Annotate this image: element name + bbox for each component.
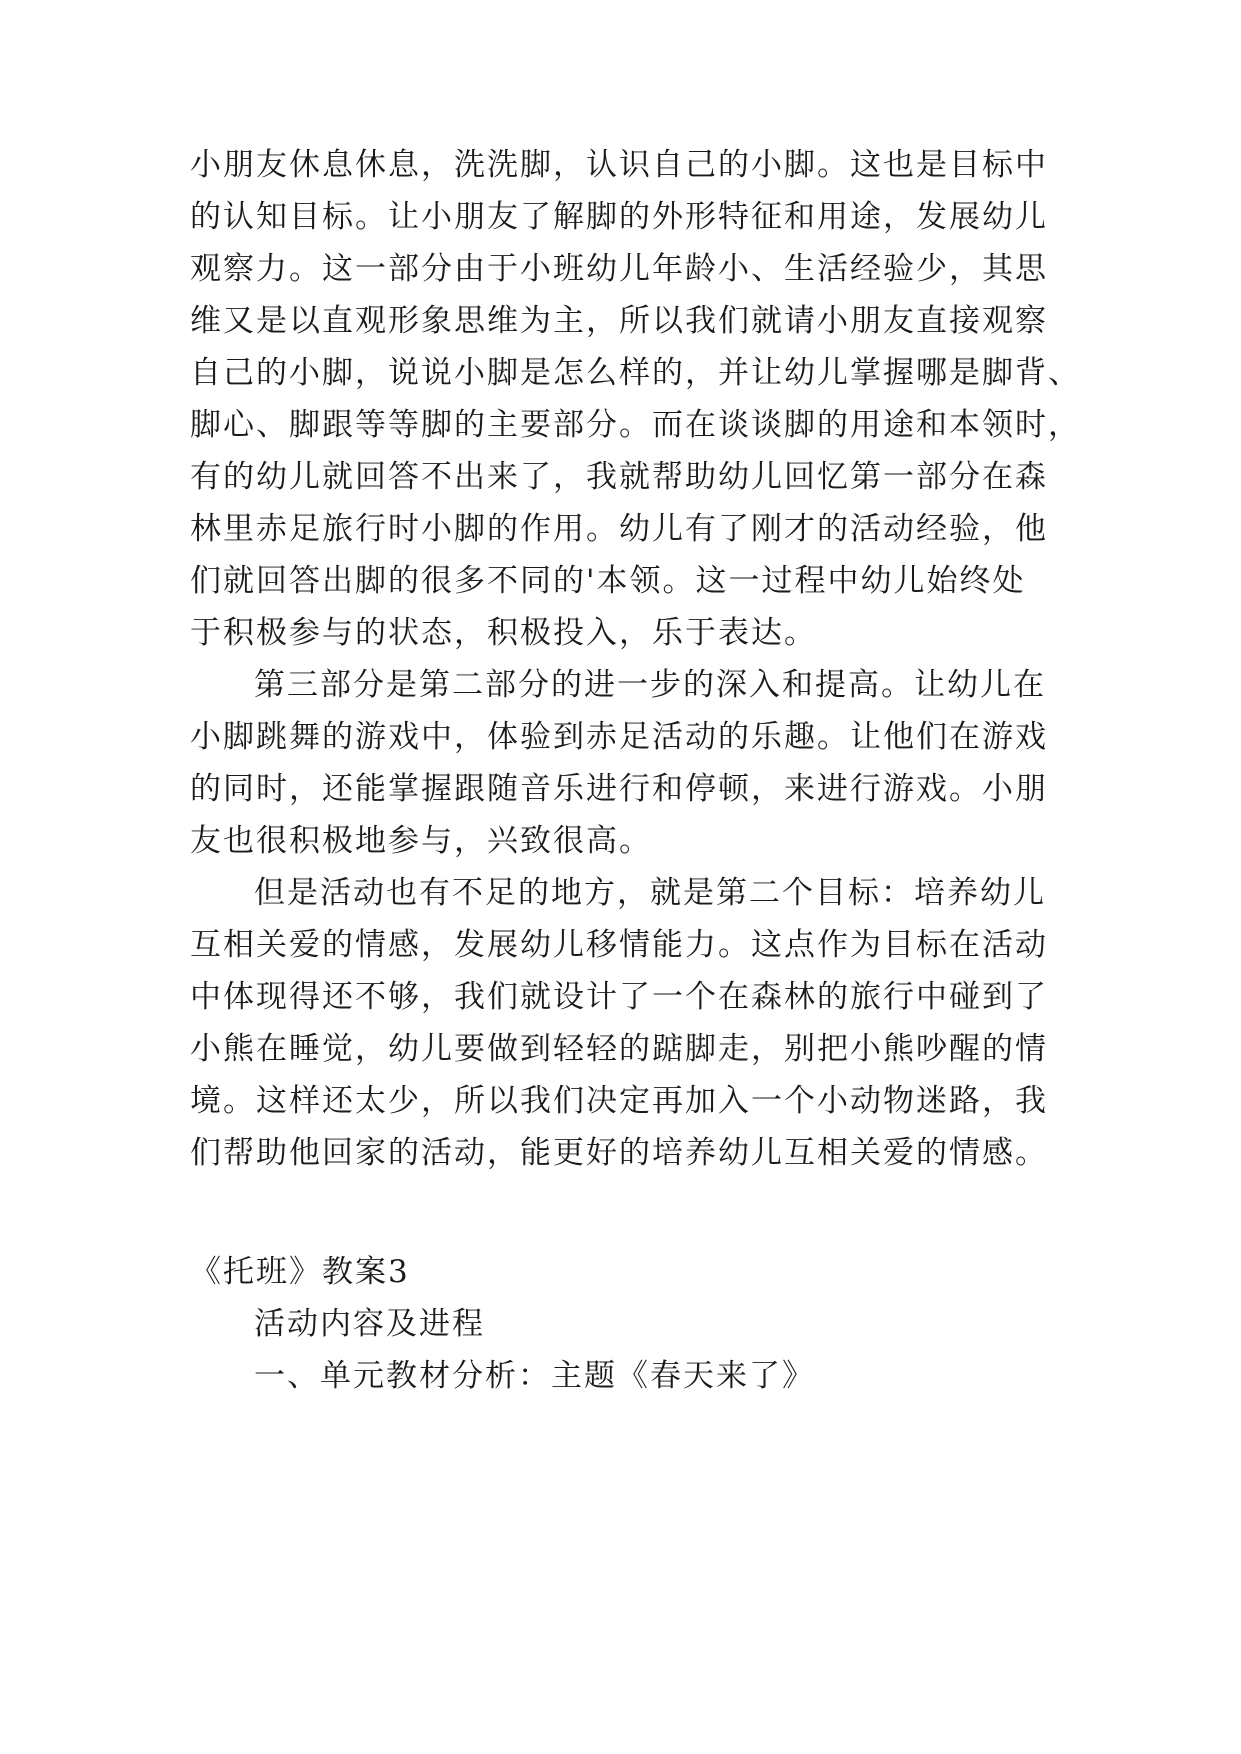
paragraph-line: 们帮助他回家的活动，能更好的培养幼儿互相关爱的情感。 bbox=[190, 1135, 1048, 1171]
paragraph-line: 观察力。这一部分由于小班幼儿年龄小、生活经验少，其思 bbox=[190, 251, 1048, 287]
paragraph-line: 但是活动也有不足的地方，就是第二个目标：培养幼儿 bbox=[254, 875, 1046, 911]
paragraph-line: 自己的小脚，说说小脚是怎么样的，并让幼儿掌握哪是脚背、 bbox=[190, 355, 1081, 391]
paragraph-line: 维又是以直观形象思维为主，所以我们就请小朋友直接观察 bbox=[190, 303, 1048, 339]
paragraph-line: 中体现得还不够，我们就设计了一个在森林的旅行中碰到了 bbox=[190, 979, 1048, 1015]
section-title: 《托班》教案3 bbox=[190, 1254, 410, 1290]
paragraph-line: 小朋友休息休息，洗洗脚，认识自己的小脚。这也是目标中 bbox=[190, 147, 1048, 183]
paragraph-line: 们就回答出脚的很多不同的'本领。这一过程中幼儿始终处 bbox=[190, 563, 1026, 599]
paragraph-line: 于积极参与的状态，积极投入，乐于表达。 bbox=[190, 615, 817, 651]
paragraph-line: 第三部分是第二部分的进一步的深入和提高。让幼儿在 bbox=[254, 667, 1046, 703]
paragraph-line: 境。这样还太少，所以我们决定再加入一个小动物迷路，我 bbox=[190, 1083, 1048, 1119]
paragraph-line: 脚心、脚跟等等脚的主要部分。而在谈谈脚的用途和本领时， bbox=[190, 407, 1081, 443]
paragraph-line: 的认知目标。让小朋友了解脚的外形特征和用途，发展幼儿 bbox=[190, 199, 1048, 235]
paragraph-line: 小熊在睡觉，幼儿要做到轻轻的踮脚走，别把小熊吵醒的情 bbox=[190, 1031, 1048, 1067]
paragraph-line: 林里赤足旅行时小脚的作用。幼儿有了刚才的活动经验，他 bbox=[190, 511, 1048, 547]
paragraph-line: 友也很积极地参与，兴致很高。 bbox=[190, 823, 652, 859]
paragraph-line: 互相关爱的情感，发展幼儿移情能力。这点作为目标在活动 bbox=[190, 927, 1048, 963]
list-item: 一、单元教材分析：主题《春天来了》 bbox=[254, 1358, 815, 1394]
paragraph-line: 的同时，还能掌握跟随音乐进行和停顿，来进行游戏。小朋 bbox=[190, 771, 1048, 807]
paragraph-line: 有的幼儿就回答不出来了，我就帮助幼儿回忆第一部分在森 bbox=[190, 459, 1048, 495]
paragraph-line: 小脚跳舞的游戏中，体验到赤足活动的乐趣。让他们在游戏 bbox=[190, 719, 1048, 755]
sub-heading: 活动内容及进程 bbox=[254, 1306, 485, 1342]
